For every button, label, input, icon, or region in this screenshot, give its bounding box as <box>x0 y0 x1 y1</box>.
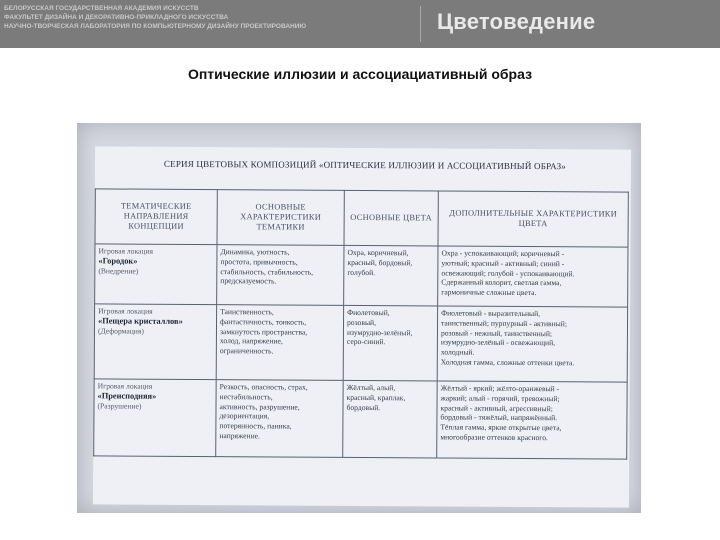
cell-line: уютный; красный - активный; синий - <box>441 258 565 269</box>
cell-line: освежающий; голубой - успокаивающий. <box>441 268 575 278</box>
cell-line: Охра, коричневый, <box>347 247 409 258</box>
traits-cell <box>216 380 343 458</box>
location-mode: (Разрушение) <box>97 400 142 411</box>
composition-table <box>93 188 629 459</box>
cell-line: Охра - успокаивающий; коричневый - <box>441 248 565 259</box>
colors-cell <box>344 245 438 306</box>
location-cell <box>94 379 216 457</box>
column-header: ДОПОЛНИТЕЛЬНЫЕ ХАРАКТЕРИСТИКИ ЦВЕТА <box>438 191 628 247</box>
table-header-row <box>95 189 628 247</box>
cell-line: нестабильность, <box>219 391 273 402</box>
cell-line: Фиолетовый - выразительный, <box>441 308 541 319</box>
document-photo <box>77 123 641 513</box>
cell-line: предсказуемость. <box>220 276 277 286</box>
column-header: ОСНОВНЫЕ ЦВЕТА <box>344 190 438 246</box>
org-line: ФАКУЛЬТЕТ ДИЗАЙНА И ДЕКОРАТИВНО-ПРИКЛАДНОГО ИСКУССТВА <box>4 14 229 21</box>
cell-line: простота, привычность, <box>220 256 298 267</box>
cell-line: изумрудно-зелёный, <box>346 327 413 337</box>
document-sheet <box>93 146 631 507</box>
location-cell <box>95 244 217 305</box>
cell-line: холод, напряжение, <box>219 336 283 346</box>
table-row <box>94 379 627 459</box>
location-name: «Преисподняя» <box>97 391 157 401</box>
cell-line: голубой. <box>347 267 376 277</box>
cell-line: розовый, <box>347 317 377 327</box>
cell-line: бордовый - тяжёлый, напряжённый. <box>440 412 558 423</box>
org-line: БЕЛОРУССКАЯ ГОСУДАРСТВЕННАЯ АКАДЕМИЯ ИСКУССТВ <box>4 5 199 12</box>
cell-line: холодный. <box>440 347 475 357</box>
extra-cell <box>437 306 627 382</box>
location-mode: (Деформация) <box>97 325 144 336</box>
location-cell <box>94 304 216 380</box>
cell-line: гармоничные сложные цвета. <box>441 287 537 298</box>
slide-title: Оптические иллюзии и ассоциациативный образ <box>187 66 533 82</box>
extra-cell <box>438 246 628 307</box>
cell-line: Тёплая гамма, яркие открытые цвета, <box>440 422 562 433</box>
cell-line: жаркий; алый - горячий, тревожный; <box>440 393 560 404</box>
cell-line: серо-синий. <box>346 337 386 347</box>
traits-cell <box>217 245 344 306</box>
course-title: Цветоведение <box>437 9 596 34</box>
cell-line: Резкость, опасность, страх, <box>219 382 308 392</box>
cell-line: потерянность, паника, <box>219 421 292 431</box>
cell-line: стабильность, стабильность, <box>220 266 314 277</box>
cell-line: красный, бордовый, <box>347 257 413 268</box>
location-mode: (Внедрение) <box>98 265 139 276</box>
cell-line: изумрудно-зелёный - освежающий, <box>440 337 556 348</box>
colors-cell <box>343 305 437 381</box>
column-header: ТЕМАТИЧЕСКИЕ НАПРАВЛЕНИЯ КОНЦЕПЦИИ <box>95 189 217 245</box>
document-heading: СЕРИЯ ЦВЕТОВЫХ КОМПОЗИЦИЙ «ОПТИЧЕСКИЕ ИЛЛЮЗИИ И АССОЦИАТИВНЫЙ ОБРАЗ» <box>163 158 567 172</box>
cell-line: Динамика, уютность, <box>220 247 290 257</box>
cell-line: Фиолетовый, <box>347 307 390 318</box>
traits-cell <box>216 305 343 381</box>
cell-line: Жёлтый, алый, <box>346 382 396 393</box>
cell-line: фантастичность, тонкость, <box>220 316 307 327</box>
table-row <box>94 304 627 382</box>
table-row <box>95 244 628 307</box>
cell-line: Сдержанный колорит, светлая гамма, <box>441 277 562 288</box>
cell-line: Таинственность, <box>220 307 274 317</box>
cell-line: розовый - нежный, таинственный; <box>440 328 553 338</box>
cell-line: Холодная гамма, сложные оттенки цвета. <box>440 357 575 368</box>
cell-line: замкнутость пространства, <box>219 326 308 337</box>
location-prefix: Игровая локация <box>98 246 154 256</box>
cell-line: дезориентация, <box>219 411 270 421</box>
header-divider <box>420 6 421 42</box>
location-name: «Пещера кристаллов» <box>98 316 183 326</box>
cell-line: многообразие оттенков красного. <box>440 432 548 443</box>
location-prefix: Игровая локация <box>97 381 153 391</box>
location-prefix: Игровая локация <box>98 306 153 316</box>
cell-line: Жёлтый - яркий; жёлто-оранжевый - <box>440 383 560 394</box>
extra-cell <box>437 381 627 459</box>
organization-block <box>4 4 414 31</box>
cell-line: ограниченность. <box>219 346 274 356</box>
org-line: НАУЧНО-ТВОРЧЕСКАЯ ЛАБОРАТОРИЯ ПО КОМПЬЮТЕРНОМУ ДИЗАЙНУ ПРОЕКТИРОВАНИЮ <box>4 23 307 30</box>
location-name: «Городок» <box>98 256 138 266</box>
column-header: ОСНОВНЫЕ ХАРАКТЕРИСТИКИ ТЕМАТИКИ <box>217 190 344 246</box>
colors-cell <box>343 380 437 458</box>
cell-line: красный, краплак, <box>346 392 406 403</box>
cell-line: бордовый. <box>346 402 381 412</box>
cell-line: напряжение. <box>219 431 260 441</box>
cell-line: красный - активный, агрессивный; <box>440 403 553 413</box>
cell-line: таинственный; пурпурный - активный; <box>440 318 568 329</box>
header-band <box>0 0 720 48</box>
cell-line: активность, разрушение, <box>219 401 300 412</box>
